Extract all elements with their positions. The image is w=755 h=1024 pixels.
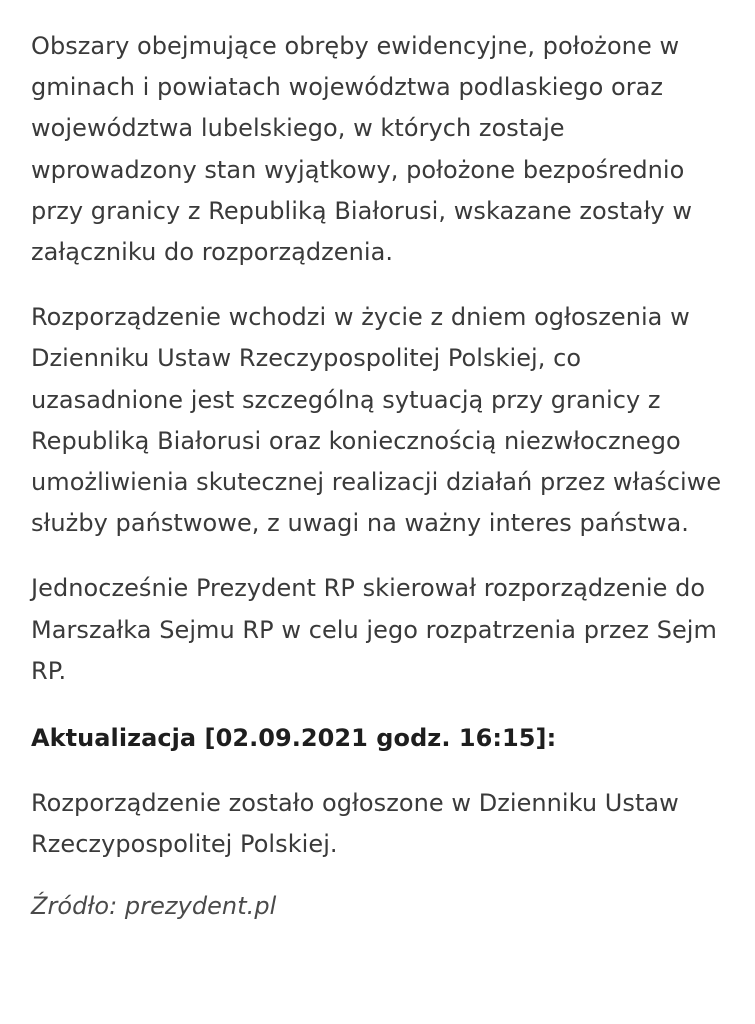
source-attribution: Źródło: prezydent.pl	[31, 891, 277, 920]
paragraph-update: Rozporządzenie zostało ogłoszone w Dzienniku Ustaw Rzeczypospolitej Polskiej.	[31, 789, 679, 859]
paragraph-entry-into-force: Rozporządzenie wchodzi w życie z dniem ogłoszenia w Dzienniku Ustaw Rzeczypospolitej Polskiej, co uzasadnione jest szczególną sytuacją przy granicy z Republiką Białorusi oraz koniecznością niezwłocznego umożliwienia skutecznej realizacji działań przez właściwe służby państwowe, z uwagi na ważny interes państwa.	[31, 303, 722, 538]
update-heading: Aktualizacja [02.09.2021 godz. 16:15]:	[31, 724, 557, 753]
paragraph-sejm-referral: Jednocześnie Prezydent RP skierował rozporządzenie do Marszałka Sejmu RP w celu jego rozpatrzenia przez Sejm RP.	[31, 574, 717, 685]
paragraph-border-areas: Obszary obejmujące obręby ewidencyjne, położone w gminach i powiatach województwa podlaskiego oraz województwa lubelskiego, w których zostaje wprowadzony stan wyjątkowy, położone bezpośrednio przy granicy z Republiką Białorusi, wskazane zostały w załączniku do rozporządzenia.	[31, 32, 693, 267]
article-body	[31, 26, 731, 927]
